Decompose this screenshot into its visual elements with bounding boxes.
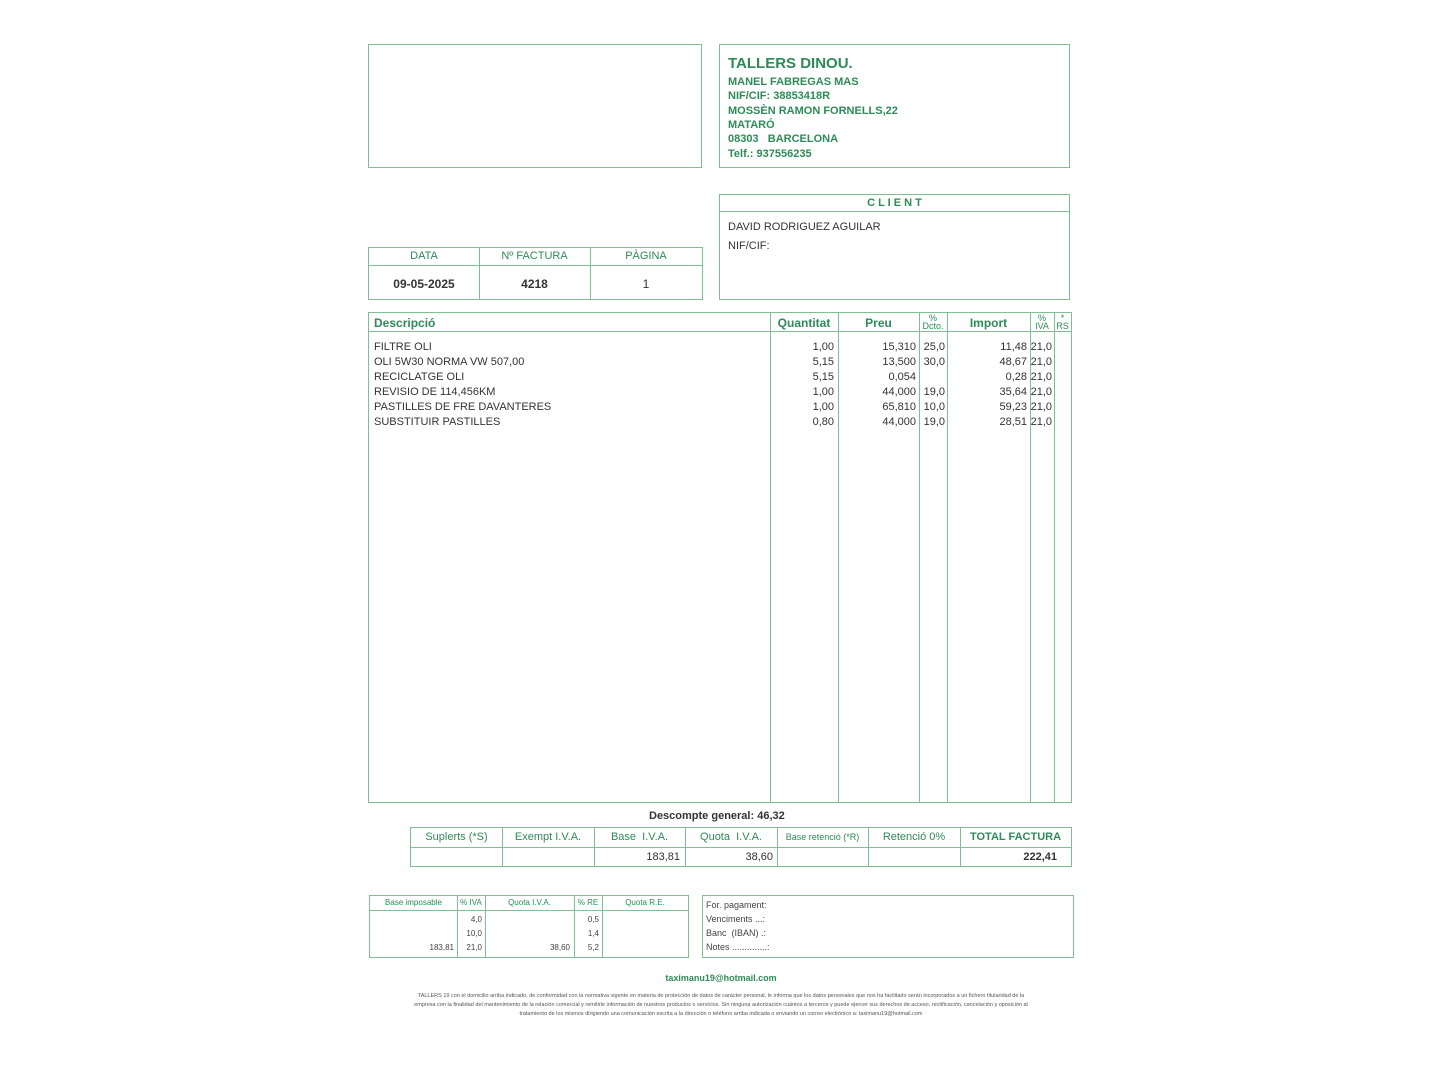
tax-header-iva: % IVA (460, 898, 482, 907)
item-iva: 21,0 (1030, 401, 1052, 413)
item-dto: 25,0 (923, 341, 945, 353)
item-dto: 19,0 (923, 416, 945, 428)
meta-page: 1 (642, 277, 650, 291)
item-price: 65,810 (882, 401, 916, 413)
tax-row-re: 1,4 (587, 929, 599, 938)
totals-header-suplerts: Suplerts (*S) (425, 831, 488, 843)
item-price: 44,000 (882, 416, 916, 428)
item-iva: 21,0 (1030, 356, 1052, 368)
tax-header-quota: Quota I.V.A. (508, 898, 551, 907)
totals-header-total: TOTAL FACTURA (969, 831, 1062, 843)
item-desc: PASTILLES DE FRE DAVANTERES (374, 401, 552, 413)
general-discount-value: 46,32 (757, 810, 785, 822)
tax-header-base: Base imposable (385, 898, 442, 907)
item-iva: 21,0 (1030, 416, 1052, 428)
item-desc: FILTRE OLI (374, 341, 432, 353)
meta-date: 09-05-2025 (393, 277, 455, 291)
header-rs-top: * (1060, 313, 1065, 323)
company-postal: 08303 BARCELONA (728, 133, 839, 145)
items-table (368, 312, 1072, 803)
totals-box (410, 827, 1072, 867)
header-iva-top: % (1037, 313, 1046, 323)
header-import: Import (969, 316, 1008, 330)
header-quantitat: Quantitat (777, 316, 831, 330)
item-desc: SUBSTITUIR PASTILLES (374, 416, 501, 428)
totals-header-base-iva: Base I.V.A. (610, 831, 669, 843)
tax-row-base: 183,81 (429, 943, 454, 952)
tax-row-iva: 4,0 (470, 915, 482, 924)
item-import: 28,51 (999, 416, 1027, 428)
payment-due: Venciments ...: (706, 914, 766, 924)
header-dto-bot: Dcto. (922, 321, 944, 331)
footer-legal-2: empresa con la finalidad del mantenimiento de la relación comercial y remitirle información de nuestros productos o servicios. Sin ninguna autorización cuántos a terceros y puede ejercer sus derechos de acceso, rectificación, cancelación y oposición al (414, 1002, 1028, 1008)
company-phone: Telf.: 937556235 (728, 148, 812, 160)
header-dto-top: % (928, 313, 937, 323)
item-import: 11,48 (1000, 341, 1027, 353)
payment-method: For. pagament: (706, 900, 767, 910)
items-header-divider (369, 331, 1071, 332)
tax-divider (370, 910, 688, 911)
item-dto: 30,0 (923, 356, 945, 368)
item-dto: 19,0 (923, 386, 945, 398)
general-discount-label: Descompte general: (649, 810, 755, 822)
tax-row-re: 0,5 (587, 915, 599, 924)
item-desc: REVISIO DE 114,456KM (374, 386, 496, 398)
meta-invoice-number: 4218 (521, 277, 548, 291)
header-iva-bot: IVA (1035, 321, 1049, 331)
item-price: 13,500 (882, 356, 916, 368)
item-qty: 0,80 (812, 416, 834, 428)
tax-row-iva: 21,0 (466, 943, 482, 952)
header-preu: Preu (865, 316, 892, 330)
footer-legal-3: tratamiento de los mismos dirigiendo una comunicación escrita a la dirección o teléfono arriba indicada o enviando un correo electrónico a: taximanu19@hotmail.com (519, 1011, 923, 1017)
logo-box (368, 44, 702, 168)
meta-header-factura: Nº FACTURA (501, 250, 568, 262)
totals-header-exempt: Exempt I.V.A. (514, 831, 582, 843)
footer-email[interactable]: taximanu19@hotmail.com (665, 973, 777, 983)
item-qty: 5,15 (812, 356, 834, 368)
tax-box (369, 895, 689, 958)
company-city: MATARÓ (728, 119, 775, 131)
meta-box (368, 247, 703, 300)
payment-box (702, 895, 1074, 958)
totals-base-iva: 183,81 (646, 851, 680, 863)
client-divider (720, 211, 1069, 212)
payment-bank: Banc (IBAN) .: (706, 928, 767, 938)
item-qty: 1,00 (812, 401, 834, 413)
totals-total-factura: 222,41 (1023, 851, 1057, 863)
company-nif: NIF/CIF: 38853418R (728, 90, 831, 102)
company-owner: MANEL FABREGAS MAS (728, 76, 859, 88)
item-price: 15,310 (882, 341, 916, 353)
item-iva: 21,0 (1030, 371, 1052, 383)
company-name: TALLERS DINOU. (728, 55, 853, 72)
tax-row-iva: 10,0 (466, 929, 482, 938)
header-rs-bot: RS (1056, 321, 1069, 331)
item-desc: OLI 5W30 NORMA VW 507,00 (374, 356, 525, 368)
meta-divider (369, 265, 702, 266)
company-box (719, 44, 1070, 168)
tax-row-re: 5,2 (587, 943, 599, 952)
item-price: 0,054 (888, 371, 916, 383)
client-name: DAVID RODRIGUEZ AGUILAR (728, 221, 881, 233)
footer-legal-1: TALLERS 19 con el domicilio arriba indicado, de conformidad con la normativa vigente en materia de protección de datos de carácter personal, le informa que los datos personales que nos ha facilitado serán incorporados a un fichero titularidad de la (417, 993, 1025, 999)
general-discount (649, 810, 785, 822)
item-desc: RECICLATGE OLI (374, 371, 465, 383)
totals-header-base-retencio: Base retenció (*R) (785, 832, 860, 842)
item-import: 48,67 (999, 356, 1027, 368)
header-descripcio: Descripció (374, 316, 436, 330)
totals-header-quota-iva: Quota I.V.A. (700, 831, 762, 843)
item-import: 35,64 (999, 386, 1027, 398)
payment-notes: Notes ..............: (706, 942, 770, 952)
company-address: MOSSÈN RAMON FORNELLS,22 (728, 105, 898, 117)
item-price: 44,000 (882, 386, 916, 398)
client-nif-label: NIF/CIF: (728, 240, 770, 252)
item-import: 59,23 (999, 401, 1027, 413)
client-title: C L I E N T (867, 197, 922, 209)
tax-row-quota: 38,60 (549, 943, 570, 952)
item-dto: 10,0 (923, 401, 945, 413)
item-import: 0,28 (1005, 371, 1027, 383)
item-iva: 21,0 (1030, 386, 1052, 398)
tax-header-quota-re: Quota R.E. (625, 898, 665, 907)
totals-header-retencio: Retenció 0% (882, 831, 946, 843)
meta-header-data: DATA (410, 250, 438, 262)
item-iva: 21,0 (1030, 341, 1052, 353)
col-sep-rs (1054, 313, 1055, 802)
meta-header-pagina: PÀGINA (625, 250, 667, 262)
tax-header-re: % RE (577, 898, 599, 907)
totals-quota-iva: 38,60 (745, 851, 773, 863)
item-qty: 1,00 (812, 386, 834, 398)
item-qty: 1,00 (812, 341, 834, 353)
client-box (719, 194, 1070, 300)
item-qty: 5,15 (812, 371, 834, 383)
totals-divider (411, 847, 1071, 848)
